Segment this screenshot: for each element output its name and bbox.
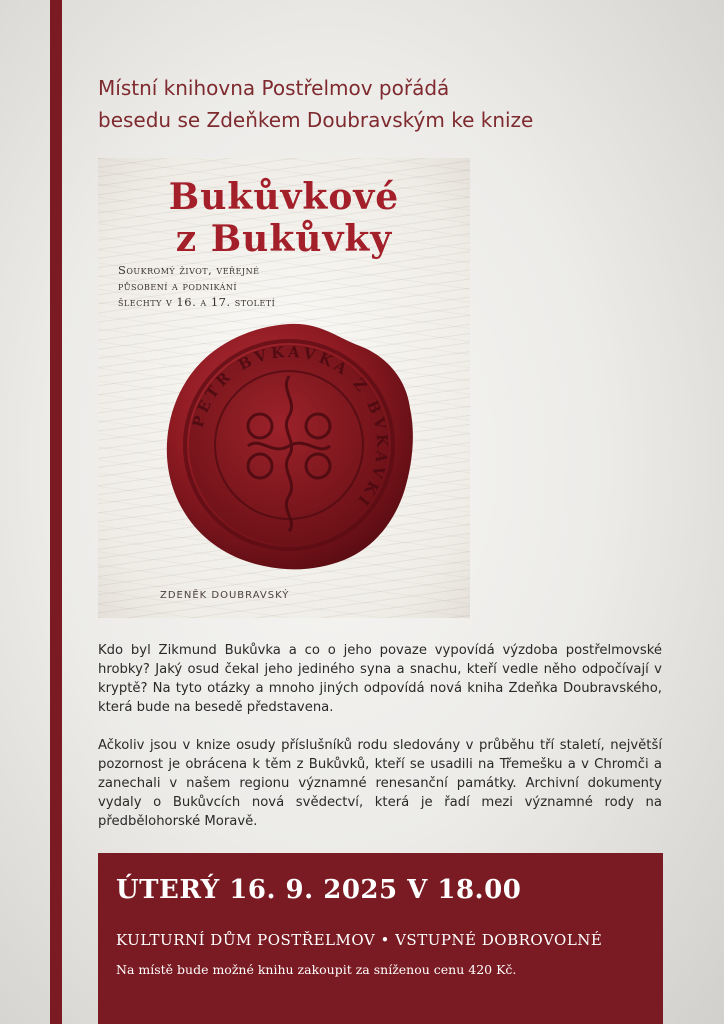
description-paragraph-1: Kdo byl Zikmund Bukůvka a co o jeho povaze vypovídá výzdoba postřelmovské hrobky? Jaký osud čekal jeho jediného syna a snachu, kteří vedle něho odpočívají v kryptě? Na tyto otázky a mnoho jiných odpovídá nová kniha Zdeňka Doubravského, která bude na besedě představena.: [98, 643, 662, 715]
book-cover-image: [98, 158, 470, 618]
event-info-box: [98, 853, 663, 1024]
description-text: [98, 641, 662, 850]
decorative-side-bar: [50, 0, 62, 1024]
book-title-line-2: z Bukůvky: [175, 218, 393, 260]
book-subtitle: [118, 262, 378, 310]
book-subtitle-line-3: šlechty v 16. a 17. století: [118, 295, 276, 309]
book-subtitle-line-1: Soukromý život, veřejné: [118, 263, 260, 277]
seal-legend: PETR BVKAVKA Z BVKAVKI: [188, 342, 392, 512]
book-author: ZDENĚK DOUBRAVSKÝ: [160, 590, 290, 601]
wax-seal-icon: [160, 316, 418, 574]
header-line-1: Místní knihovna Postřelmov pořádá: [98, 76, 450, 100]
book-subtitle-line-2: působení a podnikání: [118, 279, 238, 293]
event-date: ÚTERÝ 16. 9. 2025 V 18.00: [116, 875, 522, 905]
description-paragraph-2: Ačkoliv jsou v knize osudy příslušníků rodu sledovány v průběhu tří staletí, největší pozornost je obrácena k těm z Bukůvků, kteří se usadili na Třemešku a v Chromči a zanechali v našem regionu významné renesanční památky. Archivní dokumenty vydaly o Bukůvcích nová svědectví, která je řadí mezi významné rody na předbělohorské Moravě.: [98, 738, 662, 829]
header-line-2: besedu se Zdeňkem Doubravským ke knize: [98, 108, 534, 132]
event-note: Na místě bude možné knihu zakoupit za sníženou cenu 420 Kč.: [116, 962, 517, 977]
event-place: KULTURNÍ DŮM POSTŘELMOV • VSTUPNÉ DOBROVOLNÉ: [116, 931, 603, 949]
book-title: [98, 176, 470, 260]
invitation-header: [98, 72, 658, 136]
book-title-line-1: Bukůvkové: [168, 176, 400, 218]
